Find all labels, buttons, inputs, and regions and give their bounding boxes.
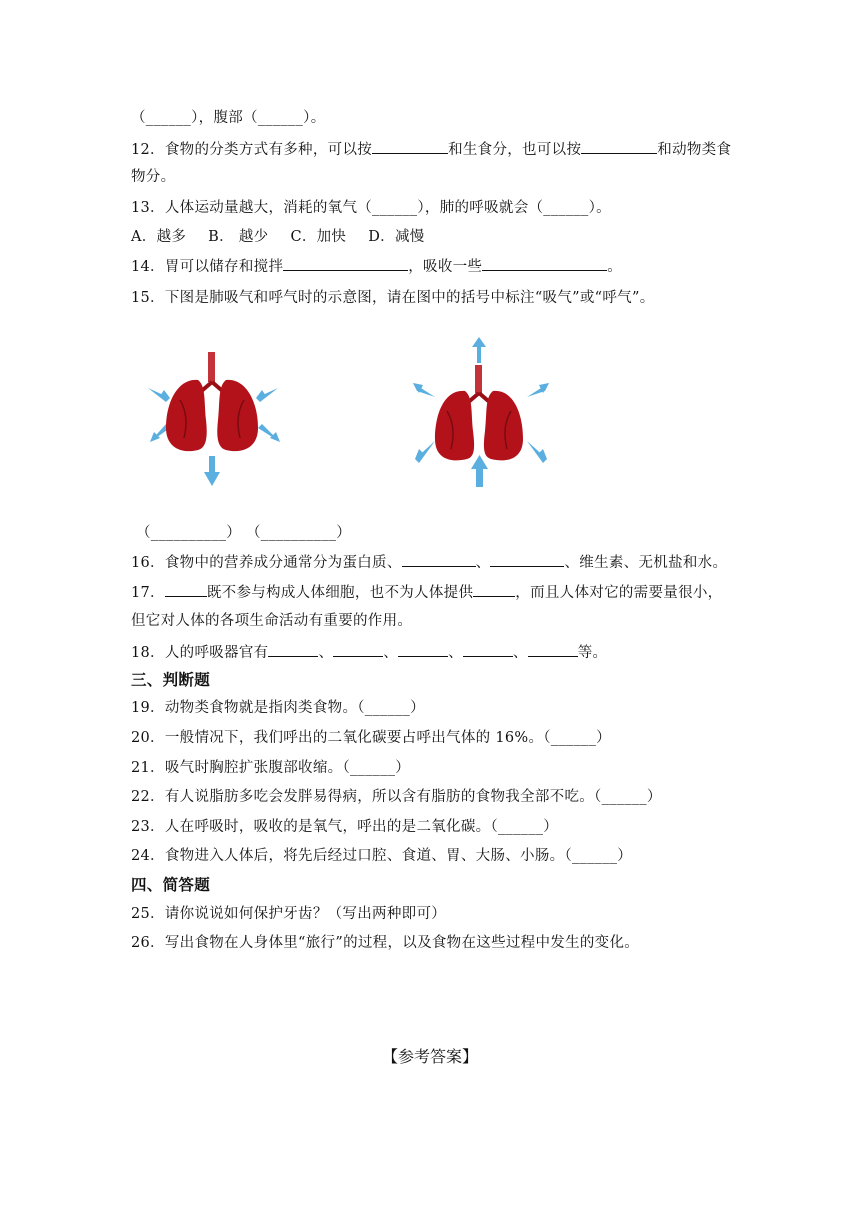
q13-option-a[interactable]: A．越多 [131, 229, 187, 245]
section-4-heading: 四、简答题 [131, 876, 211, 894]
q17 [131, 582, 722, 603]
q16-sep: 、 [475, 555, 491, 571]
q12-blank-1[interactable] [372, 139, 448, 154]
q17-num: 17． [131, 585, 165, 601]
q14-text-a: 14．胃可以储存和搅拌 [131, 259, 284, 275]
q18 [131, 642, 607, 663]
q25: 25．请你说说如何保护牙齿？（写出两种即可） [131, 906, 447, 922]
q19: 19．动物类食物就是指肉类食物。（______） [131, 700, 425, 716]
q12-text-a: 12．食物的分类方式有多种，可以按 [131, 142, 373, 158]
q18-sep-3: 、 [448, 645, 463, 661]
q11-tail: （______），腹部（______）。 [131, 110, 326, 126]
q18-text-a: 18．人的呼吸器官有 [131, 645, 269, 661]
q18-sep-1: 、 [318, 645, 334, 661]
q12 [131, 139, 731, 160]
q23: 23．人在呼吸时，吸收的是氧气，呼出的是二氧化碳。（______） [131, 819, 559, 835]
lung-inhale-image [140, 350, 285, 495]
q14-text-b: ，吸收一些 [408, 259, 483, 275]
q17-text-b: 既不参与构成人体细胞，也不为人体提供 [206, 585, 474, 601]
lung-exhale-image [405, 335, 555, 490]
q16-text-a: 16．食物中的营养成分通常分为蛋白质、 [131, 555, 402, 571]
q16 [131, 552, 727, 573]
q12-text-b: 和生食分，也可以按 [448, 142, 582, 158]
q13-options [131, 227, 447, 247]
q14-blank-2[interactable] [482, 256, 607, 271]
q18-sep-4: 、 [512, 645, 528, 661]
q14 [131, 256, 622, 277]
q18-end: 等。 [577, 645, 608, 661]
q13-option-d[interactable]: D．减慢 [368, 229, 425, 245]
q14-blank-1[interactable] [283, 256, 408, 271]
q18-blank-4[interactable] [463, 642, 513, 657]
q13: 13．人体运动量越大，消耗的氧气（______），肺的呼吸就会（______）。 [131, 200, 611, 216]
q12-text-c: 和动物类食 [657, 142, 732, 158]
q18-blank-5[interactable] [528, 642, 578, 657]
q13-option-b[interactable]: B． 越少 [208, 229, 269, 245]
q17-blank-1[interactable] [165, 582, 207, 597]
answer-title: 【参考答案】 [381, 1047, 478, 1066]
q17-text-c: ，而且人体对它的需要量很小， [515, 585, 723, 601]
q16-blank-2[interactable] [490, 552, 564, 567]
q18-blank-1[interactable] [268, 642, 318, 657]
q17-cont: 但它对人体的各项生命活动有重要的作用。 [131, 613, 413, 629]
q16-text-c: 、维生素、无机盐和水。 [564, 555, 728, 571]
q13-option-c[interactable]: C．加快 [290, 229, 347, 245]
q15-answer-brackets[interactable]: （__________） （__________） [136, 525, 352, 541]
q22: 22．有人说脂肪多吃会发胖易得病，所以含有脂肪的食物我全部不吃。（______） [131, 789, 662, 805]
q20: 20．一般情况下，我们呼出的二氧化碳要占呼出气体的 16%。（______） [131, 730, 611, 746]
q12-cont: 物分。 [131, 169, 176, 185]
q18-sep-2: 、 [383, 645, 399, 661]
q18-blank-3[interactable] [398, 642, 448, 657]
q15: 15．下图是肺吸气和呼气时的示意图，请在图中的括号中标注“吸气”或“呼气”。 [131, 290, 655, 306]
q18-blank-2[interactable] [333, 642, 383, 657]
section-3-heading: 三、判断题 [131, 671, 211, 689]
q24: 24．食物进入人体后，将先后经过口腔、食道、胃、大肠、小肠。（______） [131, 848, 633, 864]
q26: 26．写出食物在人身体里“旅行”的过程，以及食物在这些过程中发生的变化。 [131, 935, 640, 951]
q16-blank-1[interactable] [402, 552, 476, 567]
q12-blank-2[interactable] [581, 139, 657, 154]
q21: 21．吸气时胸腔扩张腹部收缩。（______） [131, 760, 411, 776]
q17-blank-2[interactable] [473, 582, 515, 597]
q14-text-c: 。 [607, 259, 623, 275]
